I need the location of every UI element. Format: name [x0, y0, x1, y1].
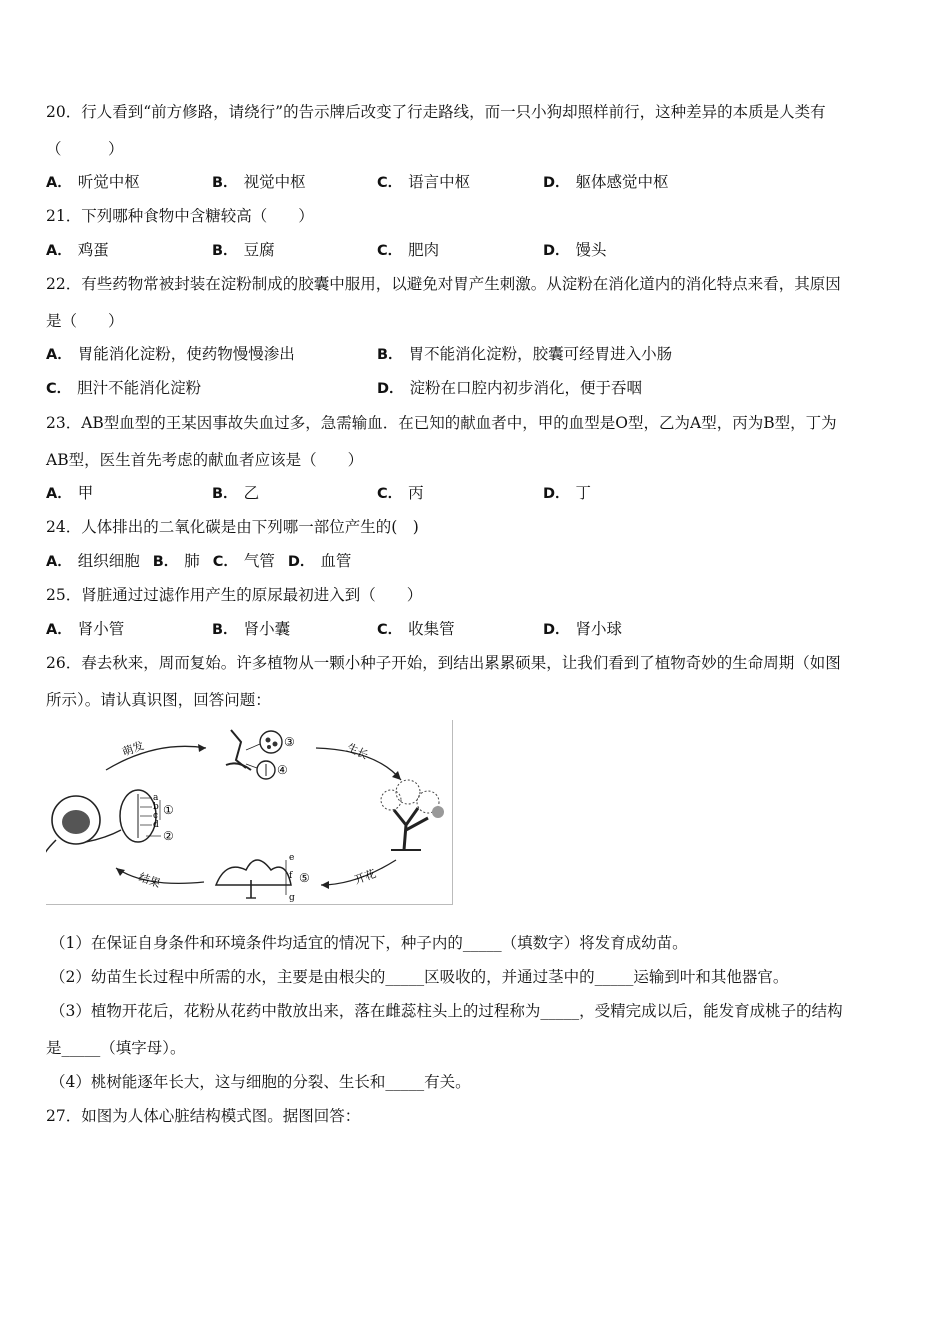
q20-option-a: A． 听觉中枢 — [46, 173, 140, 191]
q20-option-c: C． 语言中枢 — [377, 173, 471, 191]
seed-part-labels — [140, 793, 161, 836]
q21-option-c: C． 肥肉 — [377, 241, 440, 259]
q23-stem-cont: AB型，医生首先考虑的献血者应该是（ ） — [46, 451, 364, 469]
q24-stem: 24．人体排出的二氧化碳是由下列哪一部位产生的( ) — [46, 518, 419, 536]
label-bloom: 开花 — [352, 867, 378, 887]
q21-option-d: D． 馒头 — [543, 241, 607, 259]
q26-sub2: （2）幼苗生长过程中所需的水，主要是由根尖的_____区吸收的，并通过茎中的_____运输到叶和其他器官。 — [50, 968, 789, 986]
q23-option-a: A． 甲 — [46, 484, 94, 502]
q27-stem: 27．如图为人体心脏结构模式图。据图回答： — [46, 1107, 361, 1125]
svg-text:e: e — [289, 853, 295, 863]
q26-sub3-cont: 是_____（填字母）。 — [46, 1039, 186, 1057]
q25-stem: 25．肾脏通过过滤作用产生的原尿最初进入到（ ） — [46, 586, 423, 604]
flower-part-labels — [289, 853, 295, 903]
svg-text:g: g — [289, 893, 295, 903]
q26-sub3: （3）植物开花后，花粉从花药中散放出来，落在雌蕊柱头上的过程称为_____，受精完成以后，能发育成桃子的结构 — [50, 1002, 843, 1020]
q20-option-d: D． 躯体感觉中枢 — [543, 173, 669, 191]
q24-options — [46, 551, 351, 572]
q26-sub1: （1）在保证自身条件和环境条件均适宜的情况下，种子内的_____（填数字）将发育成幼苗。 — [50, 934, 688, 952]
q20-option-b: B． 视觉中枢 — [212, 173, 306, 191]
svg-text:b: b — [153, 802, 159, 812]
q22-option-d: D． 淀粉在口腔内初步消化，便于吞咽 — [377, 379, 643, 397]
q26-stem-cont: 所示）。请认真识图，回答问题： — [46, 691, 271, 709]
q22-option-c: C． 胆汁不能消化淀粉 — [46, 379, 202, 397]
svg-text:c: c — [153, 811, 159, 821]
flower-icon — [216, 860, 291, 898]
label-grow: 生长 — [344, 740, 371, 763]
q23-option-b: B． 乙 — [212, 484, 260, 502]
q21-option-a: A． 鸡蛋 — [46, 241, 109, 259]
peach-seed-icon — [46, 790, 159, 855]
q22-option-a: A． 胃能消化淀粉，使药物慢慢渗出 — [46, 345, 295, 363]
q25-option-d: D． 肾小球 — [543, 620, 623, 638]
q24-option-d: D． 血管 — [287, 552, 352, 570]
svg-text:①: ① — [163, 803, 174, 817]
q24-option-c: C． 气管 — [212, 552, 275, 570]
q20-stem-cont: （ ） — [46, 140, 124, 158]
label-germinate: 萌发 — [120, 739, 146, 759]
plant-life-cycle-figure — [46, 720, 453, 905]
q21-stem: 21．下列哪种食物中含糖较高（ ） — [46, 207, 314, 225]
svg-text:d: d — [153, 820, 159, 830]
q26-sub4: （4）桃树能逐年长大，这与细胞的分裂、生长和_____有关。 — [50, 1073, 471, 1091]
svg-text:④: ④ — [277, 763, 288, 777]
svg-text:a: a — [153, 793, 159, 803]
label-fruit: 结果 — [136, 870, 163, 891]
q22-stem: 22．有些药物常被封装在淀粉制成的胶囊中服用，以避免对胃产生刺激。从淀粉在消化道内的消化特点来看，其原因 — [46, 275, 841, 293]
svg-text:②: ② — [163, 829, 174, 843]
svg-text:⑤: ⑤ — [299, 871, 310, 885]
q25-option-c: C． 收集管 — [377, 620, 455, 638]
q23-stem: 23．AB型血型的王某因事故失血过多，急需输血．在已知的献血者中，甲的血型是O型，乙为A型，丙为B型，丁为 — [46, 414, 837, 432]
q20-stem: 20．行人看到“前方修路，请绕行”的告示牌后改变了行走路线，而一只小狗却照样前行，这种差异的本质是人类有 — [46, 103, 826, 121]
svg-text:f: f — [289, 871, 293, 881]
q24-option-b: B． 肺 — [152, 552, 200, 570]
q22-option-b: B． 胃不能消化淀粉，胶囊可经胃进入小肠 — [377, 345, 673, 363]
peach-tree-icon — [381, 780, 444, 850]
q23-option-d: D． 丁 — [543, 484, 592, 502]
q22-stem-cont: 是（ ） — [46, 312, 124, 330]
q23-option-c: C． 丙 — [377, 484, 424, 502]
q26-stem: 26．春去秋来，周而复始。许多植物从一颗小种子开始，到结出累累硕果，让我们看到了植物奇妙的生命周期（如图 — [46, 654, 841, 672]
q21-option-b: B． 豆腐 — [212, 241, 275, 259]
q25-option-a: A． 肾小管 — [46, 620, 125, 638]
q24-option-a: A． 组织细胞 — [46, 552, 140, 570]
seedling-icon — [226, 730, 282, 779]
q25-option-b: B． 肾小囊 — [212, 620, 291, 638]
svg-text:③: ③ — [284, 735, 295, 749]
